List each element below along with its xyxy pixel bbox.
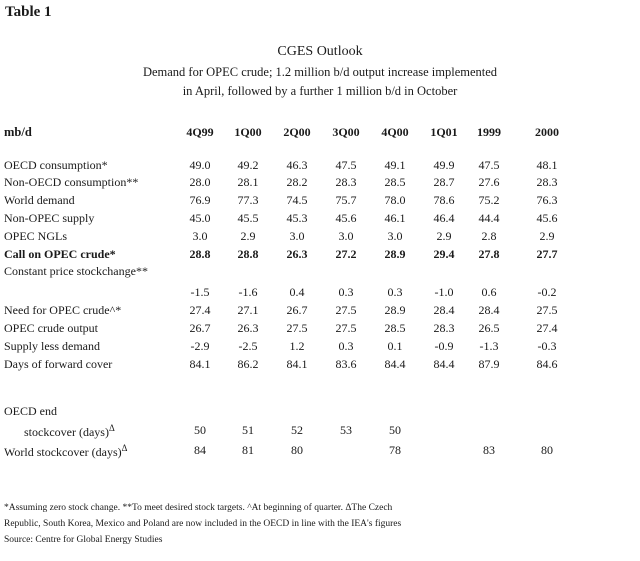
table-cell: -1.3 — [479, 339, 499, 353]
table-cell: 0.3 — [338, 285, 354, 299]
table-cell: 49.0 — [189, 158, 211, 172]
table-cell: 28.4 — [433, 303, 455, 317]
table-cell: 75.2 — [478, 193, 500, 207]
table-cell: 28.5 — [384, 175, 406, 189]
table-cell: 3.0 — [338, 229, 354, 243]
table-cell: 3.0 — [289, 229, 305, 243]
table-cell: 27.4 — [536, 321, 558, 335]
table-cell: 26.7 — [286, 303, 308, 317]
table-cell: 45.0 — [189, 211, 211, 225]
table-cell: 0.3 — [338, 339, 354, 353]
table-cell: 2.8 — [481, 229, 497, 243]
world-stockcover-cell: 78 — [389, 443, 401, 457]
world-stockcover-cell: 83 — [483, 443, 495, 457]
table-cell: 0.1 — [387, 339, 403, 353]
table-cell: 27.5 — [286, 321, 308, 335]
table-cell: 47.5 — [478, 158, 500, 172]
table-cell: 29.4 — [433, 247, 455, 261]
world-stockcover-cell: 81 — [242, 443, 254, 457]
table-cell: 0.6 — [481, 285, 497, 299]
table-cell: 3.0 — [387, 229, 403, 243]
stockcover-mark: Δ — [108, 423, 115, 433]
table-cell: 27.2 — [335, 247, 357, 261]
world-stockcover-cell: 80 — [541, 443, 553, 457]
table-cell: 27.8 — [478, 247, 500, 261]
table-cell: 74.5 — [286, 193, 308, 207]
table-cell: 84.4 — [433, 357, 455, 371]
row-label: Days of forward cover — [4, 357, 113, 371]
table-cell: 2.9 — [539, 229, 555, 243]
table-cell: -2.5 — [238, 339, 258, 353]
row-label: OPEC crude output — [4, 321, 98, 335]
row-label: Supply less demand — [4, 339, 100, 353]
table-cell: 28.8 — [189, 247, 211, 261]
table-label: Table 1 — [5, 4, 52, 20]
table-cell: 27.5 — [536, 303, 558, 317]
row-label: OPEC NGLs — [4, 229, 68, 243]
column-header: 4Q00 — [381, 125, 409, 139]
table-cell: 26.3 — [237, 321, 259, 335]
table-cell: -0.2 — [537, 285, 557, 299]
table-cell: 28.3 — [335, 175, 357, 189]
table-cell: 3.0 — [192, 229, 208, 243]
table-cell: 26.7 — [189, 321, 211, 335]
table-cell: 87.9 — [478, 357, 500, 371]
table-cell: 27.5 — [335, 303, 357, 317]
row-label: Constant price stockchange** — [4, 264, 148, 278]
world-stockcover-cell: 80 — [291, 443, 303, 457]
table-cell: 78.0 — [384, 193, 406, 207]
table-cell: 76.3 — [536, 193, 558, 207]
table-cell: 46.3 — [286, 158, 308, 172]
table-cell: 49.1 — [384, 158, 406, 172]
footnote-1: *Assuming zero stock change. **To meet desired stock targets. ^At beginning of quarter. ΔThe Czech — [4, 503, 393, 513]
stockcover-cell: 51 — [242, 423, 254, 437]
table-cell: 28.9 — [384, 303, 406, 317]
stockcover-cell: 50 — [389, 423, 401, 437]
table-cell: 28.3 — [536, 175, 558, 189]
table-cell: 27.6 — [478, 175, 500, 189]
stockcover-cell: 52 — [291, 423, 303, 437]
table-cell: 28.7 — [433, 175, 455, 189]
table-cell: 44.4 — [478, 211, 500, 225]
column-header: 4Q99 — [186, 125, 214, 139]
table-cell: 83.6 — [335, 357, 357, 371]
table-cell: -1.0 — [434, 285, 454, 299]
table-cell: 28.3 — [433, 321, 455, 335]
table-cell: 27.1 — [237, 303, 259, 317]
stockcover-label — [24, 423, 115, 440]
table-cell: 0.4 — [289, 285, 305, 299]
table-cell: 27.7 — [536, 247, 558, 261]
table-cell: 2.9 — [240, 229, 256, 243]
table-cell: 76.9 — [189, 193, 211, 207]
table-cell: 45.6 — [335, 211, 357, 225]
stockcover-label-text: stockcover (days) — [24, 425, 109, 439]
column-header: 1Q01 — [430, 125, 458, 139]
table-cell: 84.6 — [536, 357, 558, 371]
header-label: mb/d — [4, 125, 32, 139]
world-stockcover-cell: 84 — [194, 443, 206, 457]
world-stockcover-label-text: World stockcover (days) — [4, 445, 122, 459]
table-cell: 45.5 — [237, 211, 259, 225]
table-cell: 48.1 — [536, 158, 558, 172]
world-stockcover-label — [4, 443, 127, 460]
table-cell: 28.5 — [384, 321, 406, 335]
table-cell: 84.4 — [384, 357, 406, 371]
table-cell: 28.8 — [237, 247, 259, 261]
table-cell: 77.3 — [237, 193, 259, 207]
table-cell: -2.9 — [190, 339, 210, 353]
table-cell: 28.1 — [237, 175, 259, 189]
table-cell: 45.6 — [536, 211, 558, 225]
table-cell: 86.2 — [237, 357, 259, 371]
row-label: World demand — [4, 193, 75, 207]
table-cell: 47.5 — [335, 158, 357, 172]
table-title: CGES Outlook — [277, 44, 363, 59]
column-header: 1999 — [477, 125, 501, 139]
table-cell: -0.9 — [434, 339, 454, 353]
footnote-2: Republic, South Korea, Mexico and Poland are now included in the OECD in line with the IEA's figures — [4, 519, 402, 529]
column-header: 3Q00 — [332, 125, 360, 139]
table-cell: 27.4 — [189, 303, 211, 317]
row-label: Non-OECD consumption** — [4, 175, 139, 189]
table-cell: 27.5 — [335, 321, 357, 335]
table-cell: 49.2 — [237, 158, 259, 172]
table-cell: -1.5 — [190, 285, 210, 299]
column-header: 1Q00 — [234, 125, 262, 139]
stockcover-cell: 50 — [194, 423, 206, 437]
table-cell: 46.4 — [433, 211, 455, 225]
subtitle-line-2: in April, followed by a further 1 million b/d in October — [182, 84, 458, 98]
table-cell: 1.2 — [289, 339, 305, 353]
subtitle-line-1: Demand for OPEC crude; 1.2 million b/d output increase implemented — [142, 65, 498, 79]
table-cell: 28.2 — [286, 175, 308, 189]
table-cell: 28.0 — [189, 175, 211, 189]
stockcover-cell: 53 — [340, 423, 352, 437]
source-note: Source: Centre for Global Energy Studies — [4, 535, 163, 545]
row-label: OECD consumption* — [4, 158, 108, 172]
table-cell: 78.6 — [433, 193, 455, 207]
table-cell: 84.1 — [189, 357, 211, 371]
table-cell: 84.1 — [286, 357, 308, 371]
table-cell: 46.1 — [384, 211, 406, 225]
table-cell: 0.3 — [387, 285, 403, 299]
table-cell: 45.3 — [286, 211, 308, 225]
table-cell: 28.9 — [384, 247, 406, 261]
table-cell: 75.7 — [335, 193, 357, 207]
table-cell: 26.5 — [478, 321, 500, 335]
oecd-end-label: OECD end — [4, 404, 57, 418]
table-cell: -0.3 — [537, 339, 557, 353]
table-cell: 26.3 — [286, 247, 308, 261]
column-header: 2Q00 — [283, 125, 311, 139]
column-header: 2000 — [535, 125, 559, 139]
row-label: Need for OPEC crude^* — [4, 303, 122, 317]
table-cell: 49.9 — [433, 158, 455, 172]
row-label: Non-OPEC supply — [4, 211, 95, 225]
table-cell: -1.6 — [238, 285, 258, 299]
table-cell: 28.4 — [478, 303, 500, 317]
row-label: Call on OPEC crude* — [4, 247, 116, 261]
table-cell: 2.9 — [436, 229, 452, 243]
world-stockcover-mark: Δ — [121, 443, 128, 453]
